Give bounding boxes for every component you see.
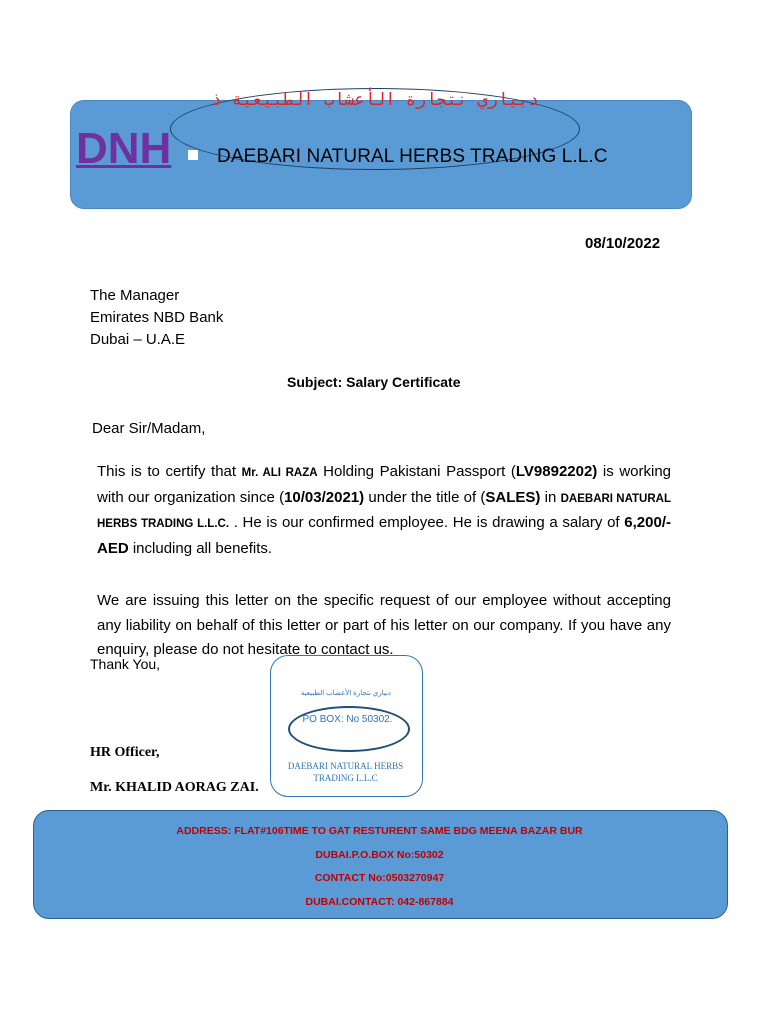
stamp-arabic-text: دبياري نتجارة الأعشاب الطبيعية <box>300 690 392 697</box>
letter-date: 08/10/2022 <box>585 235 661 252</box>
stamp-po-box: PO BOX: No 50302. <box>302 714 393 725</box>
recipient-line: The Manager <box>90 287 180 304</box>
footer-dubai-contact: DUBAI.CONTACT: 042-867884 <box>305 896 454 908</box>
passport-number: LV9892202) <box>515 463 598 480</box>
salary-amount: 6,200/-AED <box>97 514 671 557</box>
signatory-title: HR Officer, <box>90 745 160 760</box>
arabic-company-name: دبياري نتجارة الأعشاب الطبيعية ذ <box>211 90 539 110</box>
footer-contact: CONTACT No:0503270947 <box>314 872 445 884</box>
logo-dot <box>188 150 198 160</box>
certification-paragraph <box>97 460 671 561</box>
disclaimer-paragraph: We are issuing this letter on the specific request of our employee without accepting any liability on behalf of this letter or part of his letter on our company. If you have any enquiry, please do not hesitate to contact us. <box>97 592 671 658</box>
text-run: . He is our confirmed employee. He is drawing a salary of <box>229 514 625 531</box>
text-run: under the title of ( <box>364 488 486 506</box>
employee-name: Mr. ALI RAZA <box>241 467 318 479</box>
text-run: in <box>540 488 561 506</box>
employer-name: DAEBARI NATURAL HERBS TRADING L.L.C. <box>97 492 671 530</box>
recipient-line: Emirates NBD Bank <box>90 309 224 326</box>
text-run: This is to certify that <box>97 463 242 480</box>
text-run: including all benefits. <box>128 539 273 557</box>
letter-subject: Subject: Salary Certificate <box>287 374 461 390</box>
text-run: is working with our organization since ( <box>97 463 672 506</box>
stamp-company-name: DAEBARI NATURAL HERBS TRADING L.L.C <box>287 761 404 783</box>
company-logo: DNH <box>76 124 172 173</box>
salutation: Dear Sir/Madam, <box>92 420 206 437</box>
footer-address: ADDRESS: FLAT#106TIME TO GAT RESTURENT SAME BDG MEENA BAZAR BUR <box>176 825 583 837</box>
recipient-line: Dubai – U.A.E <box>90 331 186 348</box>
company-name: DAEBARI NATURAL HERBS TRADING L.L.C <box>217 146 608 167</box>
join-date: 10/03/2021) <box>284 488 365 506</box>
signatory-name: Mr. KHALID AORAG ZAI. <box>90 780 259 795</box>
footer-po-box: DUBAI.P.O.BOX No:50302 <box>315 849 444 861</box>
recipient-address <box>90 285 223 351</box>
text-run: Holding Pakistani Passport ( <box>317 463 516 480</box>
closing-thanks: Thank You, <box>90 656 161 672</box>
job-title: SALES) <box>485 488 541 506</box>
